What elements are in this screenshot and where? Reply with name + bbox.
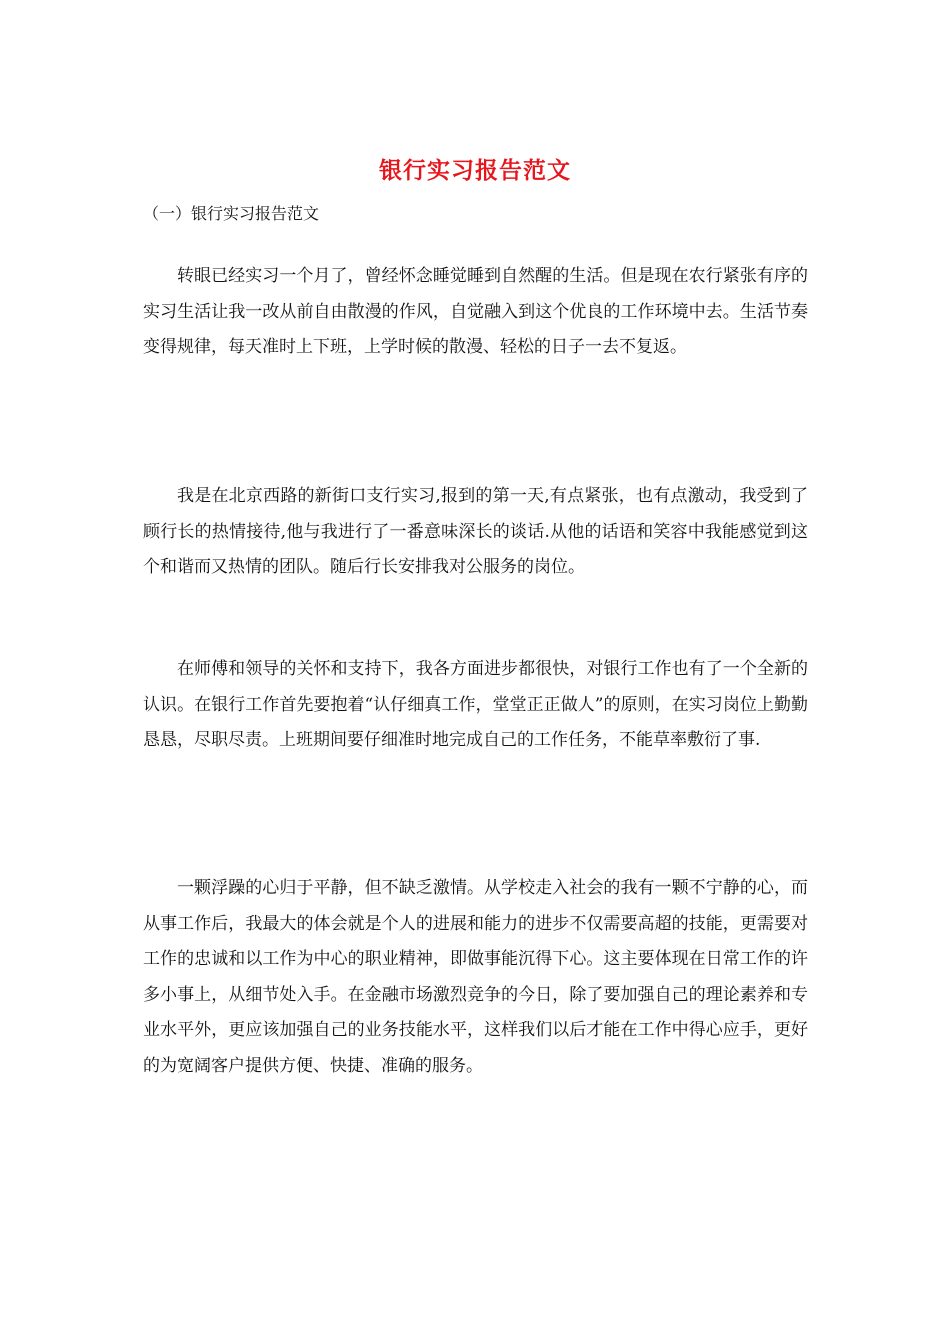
document-title: 银行实习报告范文 xyxy=(379,157,571,184)
section-heading: （一）银行实习报告范文 xyxy=(143,204,320,223)
paragraph-4: 一颗浮躁的心归于平静，但不缺乏激情。从学校走入社会的我有一颗不宁静的心，而从事工作后，我最大的体会就是个人的进展和能力的进步不仅需要高超的技能，更需要对工作的忠诚和以工作为中心的职业精神，即做事能沉得下心。这主要体现在日常工作的许多小事上，从细节处入手。在金融市场激烈竞争的今日，除了要加强自己的理论素养和专业水平外，更应该加强自己的业务技能水平，这样我们以后才能在工作中得心应手，更好的为宽阔客户提供方便、快捷、准确的服务。 xyxy=(143,878,808,1076)
paragraph-1: 转眼已经实习一个月了，曾经怀念睡觉睡到自然醒的生活。但是现在农行紧张有序的实习生活让我一改从前自由散漫的作风，自觉融入到这个优良的工作环境中去。生活节奏变得规律，每天准时上下班，上学时候的散漫、轻松的日子一去不复返。 xyxy=(143,266,808,357)
paragraph-3: 在师傅和领导的关怀和支持下，我各方面进步都很快，对银行工作也有了一个全新的认识。在银行工作首先要抱着“认仔细真工作，堂堂正正做人”的原则，在实习岗位上勤勤恳恳，尽职尽责。上班期间要仔细准时地完成自己的工作任务，不能草率敷衍了事. xyxy=(143,659,808,750)
paragraph-2: 我是在北京西路的新街口支行实习,报到的第一天,有点紧张，也有点激动，我受到了顾行长的热情接待,他与我进行了一番意味深长的谈话.从他的话语和笑容中我能感觉到这个和谐而又热情的团队。随后行长安排我对公服务的岗位。 xyxy=(143,486,808,577)
